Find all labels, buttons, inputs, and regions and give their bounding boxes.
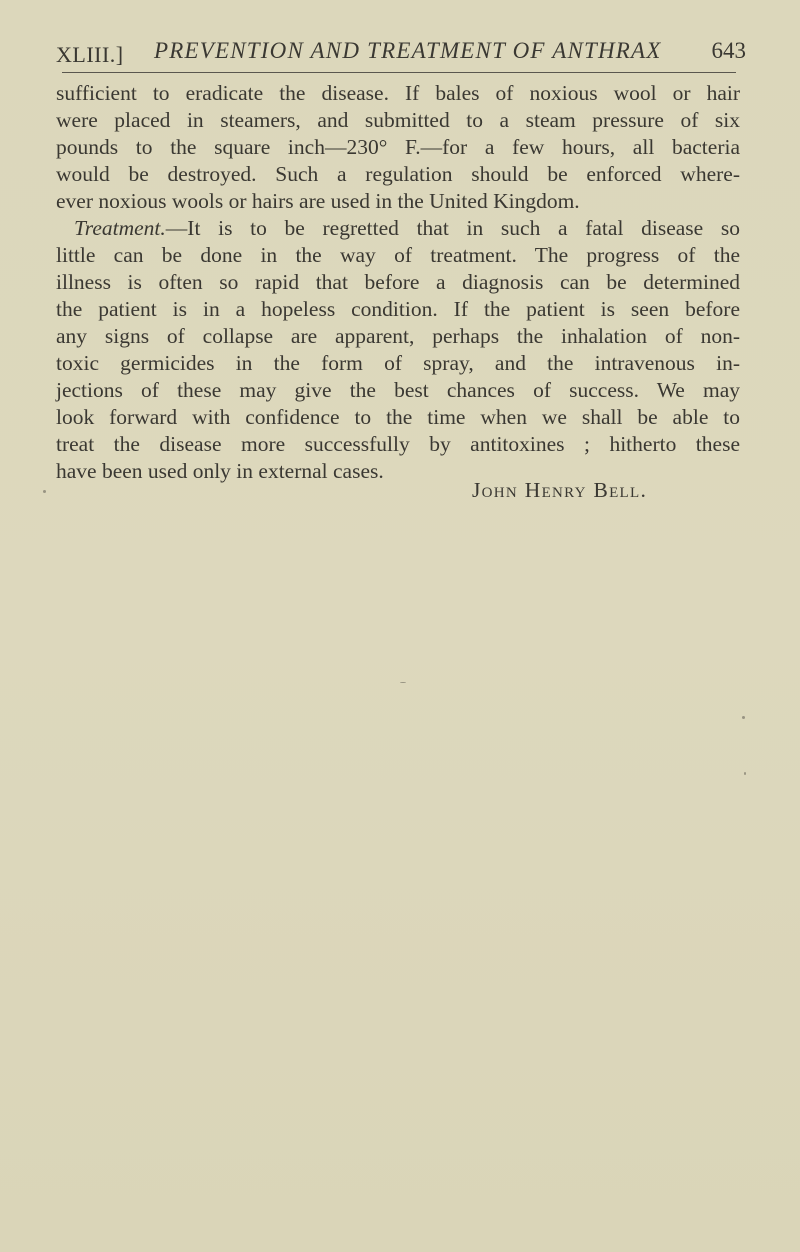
text-line: the patient is in a hopeless condition. If the patient is seen before [56,297,740,321]
text-line: were placed in steamers, and submitted to a steam pressure of six [56,108,740,132]
running-title: PREVENTION AND TREATMENT OF ANTHRAX [154,38,662,63]
section-heading-treatment: Treatment. [74,216,166,240]
running-header [56,36,746,76]
paragraph-lead-line [56,215,740,242]
chapter-number: XLIII.] [56,42,124,67]
text-line: jections of these may give the best chances of success. We may [56,378,740,402]
text-line: pounds to the square inch—230° F.—for a few hours, all bacteria [56,135,740,159]
text-line: illness is often so rapid that before a diagnosis can be determined [56,270,740,294]
text-line: treat the disease more successfully by antitoxines ; hitherto these [56,432,740,456]
paper-speck [400,682,406,683]
paper-speck [744,772,746,775]
paper-speck [742,716,745,719]
header-rule [62,72,736,73]
text-line: toxic germicides in the form of spray, and the intravenous in- [56,351,740,375]
text-line: have been used only in external cases. [56,459,384,483]
text-line: would be destroyed. Such a regulation should be enforced where- [56,162,740,186]
paper-speck [43,490,46,493]
text-line: sufficient to eradicate the disease. If bales of noxious wool or hair [56,81,740,105]
text-line: any signs of collapse are apparent, perhaps the inhalation of non- [56,324,740,348]
body-text [56,80,740,485]
text-line: little can be done in the way of treatment. The progress of the [56,243,740,267]
text-fragment: —It is to be regretted that in such a fatal disease so [165,216,740,240]
text-line: ever noxious wools or hairs are used in the United Kingdom. [56,189,580,213]
page-number: 643 [711,38,746,63]
author-signature: John Henry Bell. [472,478,648,502]
text-line: look forward with confidence to the time when we shall be able to [56,405,740,429]
